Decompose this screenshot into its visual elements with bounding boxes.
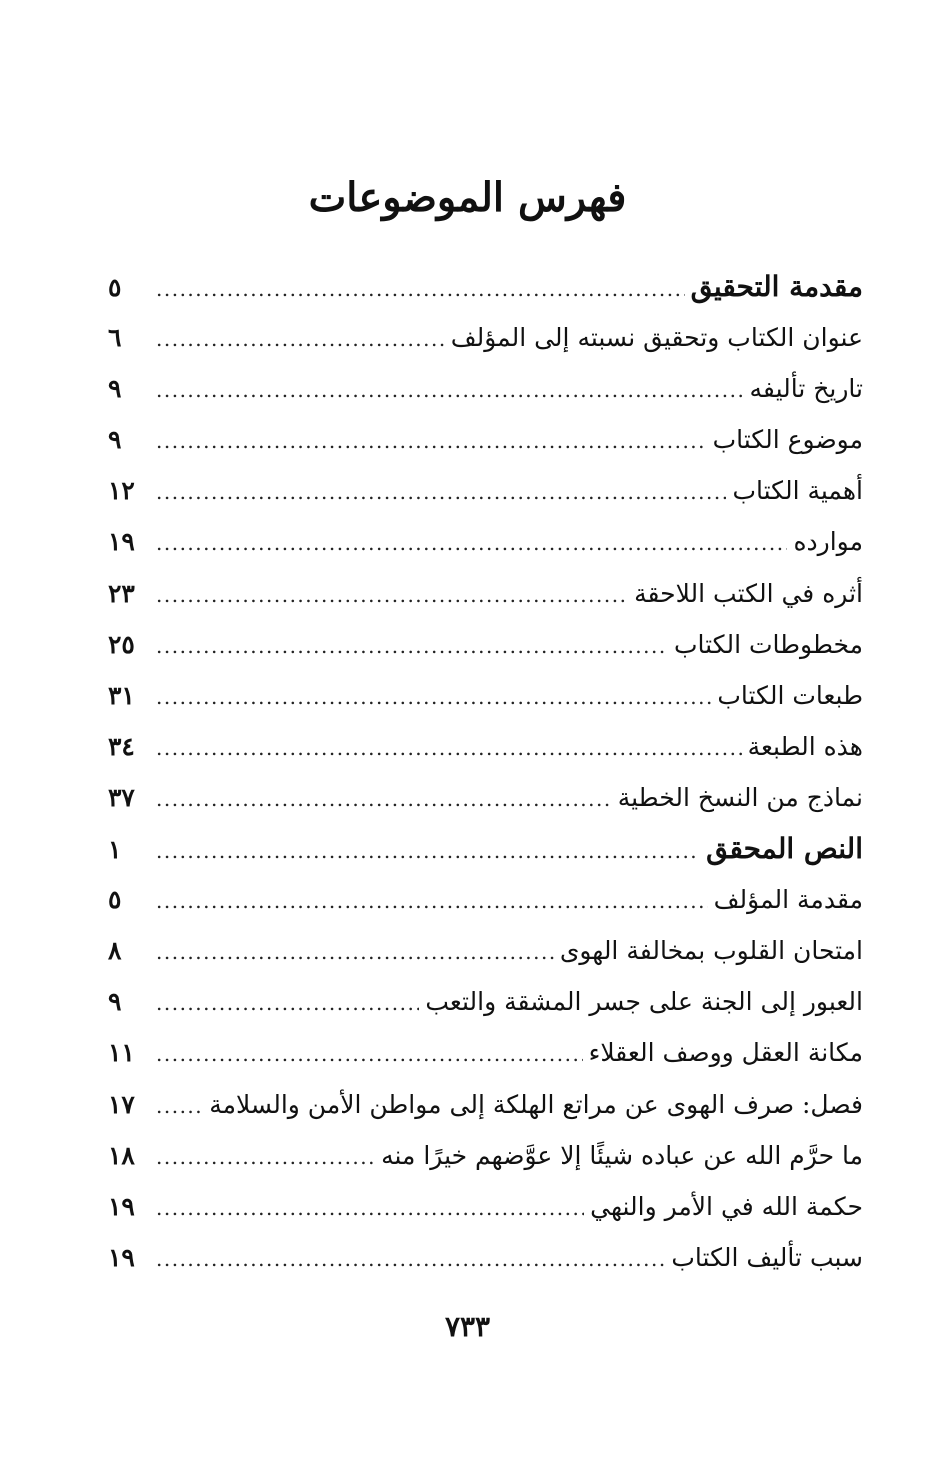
toc-entry bbox=[108, 976, 863, 1027]
dot-leader bbox=[156, 1132, 375, 1181]
dot-leader bbox=[156, 264, 685, 312]
toc-entry-title: طبعات الكتاب bbox=[717, 680, 863, 710]
toc-page-number: ٩ bbox=[108, 374, 122, 404]
dot-leader bbox=[156, 978, 419, 1027]
toc-entry-title: موارده bbox=[793, 527, 863, 557]
toc-page-number: ١١ bbox=[108, 1038, 135, 1068]
toc-page-number: ٣٤ bbox=[108, 731, 135, 761]
toc-page-number: ٣١ bbox=[108, 680, 135, 710]
dot-leader bbox=[156, 1029, 583, 1078]
toc-entry bbox=[108, 1130, 863, 1181]
dot-leader bbox=[156, 416, 707, 465]
toc-entry-title: العبور إلى الجنة على جسر المشقة والتعب bbox=[425, 987, 863, 1017]
toc-page-number: ١٨ bbox=[108, 1140, 135, 1170]
toc-page-number: ٦ bbox=[108, 323, 122, 353]
toc-entry-title: حكمة الله في الأمر والنهي bbox=[590, 1191, 863, 1221]
toc-entry bbox=[108, 312, 863, 363]
toc-entry bbox=[108, 1232, 863, 1283]
toc-page-number: ١ bbox=[108, 835, 122, 865]
toc-entry-title: مخطوطات الكتاب bbox=[673, 629, 863, 659]
dot-leader bbox=[156, 826, 700, 874]
dot-leader bbox=[156, 518, 787, 567]
dot-leader bbox=[156, 1081, 203, 1130]
toc-entry-title: ما حرَّم الله عن عباده شيئًا إلا عوَّضهم خيرًا منه bbox=[381, 1140, 863, 1170]
toc-entry-title: فصل: صرف الهوى عن مراتع الهلكة إلى مواطن الأمن والسلامة bbox=[209, 1089, 863, 1119]
toc-section-heading bbox=[108, 823, 863, 874]
dot-leader bbox=[156, 1183, 584, 1232]
toc-entry bbox=[108, 925, 863, 976]
toc-entry bbox=[108, 670, 863, 721]
toc-entry-title: مقدمة التحقيق bbox=[690, 270, 863, 303]
toc-entry bbox=[108, 772, 863, 823]
toc-entry-title: نماذج من النسخ الخطية bbox=[617, 782, 863, 812]
dot-leader bbox=[156, 467, 726, 516]
toc-page-number: ٢٥ bbox=[108, 629, 135, 659]
toc-page-number: ١٢ bbox=[108, 476, 135, 506]
dot-leader bbox=[156, 876, 708, 925]
toc-page-number: ١٩ bbox=[108, 1191, 135, 1221]
toc-page-number: ٢٣ bbox=[108, 578, 135, 608]
toc-entry bbox=[108, 516, 863, 567]
toc-page-number: ٩ bbox=[108, 425, 122, 455]
toc-page-number: ١٩ bbox=[108, 527, 135, 557]
toc-entry-title: عنوان الكتاب وتحقيق نسبته إلى المؤلف bbox=[450, 323, 863, 353]
toc-entry-title: أثره في الكتب اللاحقة bbox=[634, 578, 863, 608]
toc-page-number: ٣٧ bbox=[108, 782, 135, 812]
toc-entry bbox=[108, 1027, 863, 1078]
toc-page-number: ١٧ bbox=[108, 1089, 135, 1119]
dot-leader bbox=[156, 774, 612, 823]
toc-page-number: ٩ bbox=[108, 987, 122, 1017]
toc-entry bbox=[108, 721, 863, 772]
dot-leader bbox=[156, 723, 742, 772]
toc-entry bbox=[108, 874, 863, 925]
toc-entry-title: هذه الطبعة bbox=[747, 731, 863, 761]
toc-page-number: ٨ bbox=[108, 936, 122, 966]
toc-section-heading bbox=[108, 261, 863, 312]
toc-entry-title: مقدمة المؤلف bbox=[713, 885, 863, 915]
dot-leader bbox=[156, 365, 744, 414]
toc-page-number: ١٩ bbox=[108, 1242, 135, 1272]
toc-entry bbox=[108, 1181, 863, 1232]
toc-entry-title: موضوع الكتاب bbox=[712, 425, 863, 455]
toc-entry bbox=[108, 363, 863, 414]
dot-leader bbox=[156, 927, 554, 976]
toc-entry-title: سبب تأليف الكتاب bbox=[671, 1242, 863, 1272]
toc-page-number: ٥ bbox=[108, 885, 122, 915]
toc-page-number: ٥ bbox=[108, 273, 122, 302]
dot-leader bbox=[156, 314, 445, 363]
toc-entry-title: تاريخ تأليفه bbox=[749, 374, 863, 404]
toc-entry bbox=[108, 414, 863, 465]
toc-entry bbox=[108, 465, 863, 516]
page-number: ٧٣٣ bbox=[444, 1310, 491, 1343]
toc-entry bbox=[108, 568, 863, 619]
toc-entry-title: مكانة العقل ووصف العقلاء bbox=[588, 1038, 863, 1068]
page-title: فهرس الموضوعات bbox=[308, 174, 627, 221]
dot-leader bbox=[156, 672, 711, 721]
toc-entry bbox=[108, 1079, 863, 1130]
dot-leader bbox=[156, 621, 668, 670]
toc-entry-title: النص المحقق bbox=[706, 832, 863, 866]
table-of-contents bbox=[108, 261, 863, 1283]
toc-entry-title: أهمية الكتاب bbox=[732, 476, 863, 506]
dot-leader bbox=[156, 1234, 665, 1283]
toc-entry bbox=[108, 619, 863, 670]
dot-leader bbox=[156, 570, 628, 619]
toc-entry-title: امتحان القلوب بمخالفة الهوى bbox=[559, 936, 863, 966]
